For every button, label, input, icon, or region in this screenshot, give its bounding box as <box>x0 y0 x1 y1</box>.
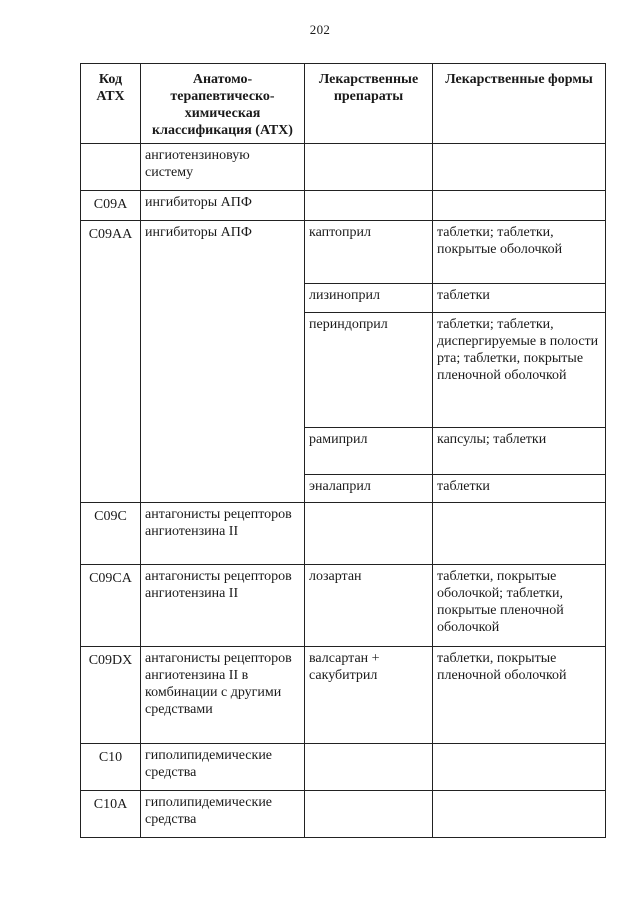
header-atc-code: Код АТХ <box>81 64 141 144</box>
forms-cell: таблетки; таблетки, диспергируемые в полости рта; таблетки, покрытые пленочной оболочкой <box>433 313 606 428</box>
atc-code-cell: C09CA <box>81 565 141 647</box>
classification-cell: антагонисты рецепторов ангиотензина II в комбинации с другими средствами <box>141 647 305 744</box>
drug-cell: периндоприл <box>305 313 433 428</box>
drug-cell: эналаприл <box>305 475 433 503</box>
forms-cell: капсулы; таблетки <box>433 428 606 475</box>
drug-cell <box>305 503 433 565</box>
classification-cell: ингибиторы АПФ <box>141 191 305 221</box>
drug-cell <box>305 791 433 838</box>
drug-cell: лозартан <box>305 565 433 647</box>
forms-cell: таблетки; таблетки, покрытые оболочкой <box>433 221 606 284</box>
drug-cell <box>305 744 433 791</box>
classification-cell: ангиотензиновую систему <box>141 144 305 191</box>
atc-code-cell: C10A <box>81 791 141 838</box>
classification-cell: антагонисты рецепторов ангиотензина II <box>141 565 305 647</box>
atc-table <box>80 63 606 838</box>
forms-cell <box>433 191 606 221</box>
table-header-row <box>81 64 606 144</box>
page-number: 202 <box>309 22 331 37</box>
forms-cell: таблетки, покрытые пленочной оболочкой <box>433 647 606 744</box>
atc-code-cell: C09C <box>81 503 141 565</box>
classification-cell: гиполипидемические средства <box>141 744 305 791</box>
forms-cell <box>433 744 606 791</box>
header-forms: Лекарственные формы <box>433 64 606 144</box>
table-row <box>81 744 606 791</box>
forms-cell <box>433 791 606 838</box>
forms-cell: таблетки, покрытые оболочкой; таблетки, покрытые пленочной оболочкой <box>433 565 606 647</box>
forms-cell: таблетки <box>433 475 606 503</box>
atc-code-cell <box>81 144 141 191</box>
classification-cell: ингибиторы АПФ <box>141 221 305 503</box>
drug-cell: валсартан + сакубитрил <box>305 647 433 744</box>
atc-code-cell: C10 <box>81 744 141 791</box>
atc-code-cell: C09DX <box>81 647 141 744</box>
header-drugs: Лекарственные препараты <box>305 64 433 144</box>
drug-cell <box>305 191 433 221</box>
table-row <box>81 191 606 221</box>
table-row <box>81 503 606 565</box>
atc-code-cell: C09AA <box>81 221 141 503</box>
drug-cell: каптоприл <box>305 221 433 284</box>
header-classification: Анатомо-терапевтическо-химическая классификация (АТХ) <box>141 64 305 144</box>
atc-code-cell: C09A <box>81 191 141 221</box>
forms-cell <box>433 503 606 565</box>
table-row <box>81 791 606 838</box>
table-row <box>81 647 606 744</box>
table-row <box>81 144 606 191</box>
classification-cell: гиполипидемические средства <box>141 791 305 838</box>
forms-cell <box>433 144 606 191</box>
table-row <box>81 221 606 284</box>
drug-cell: рамиприл <box>305 428 433 475</box>
classification-cell: антагонисты рецепторов ангиотензина II <box>141 503 305 565</box>
drug-cell: лизиноприл <box>305 284 433 313</box>
table-row <box>81 565 606 647</box>
forms-cell: таблетки <box>433 284 606 313</box>
drug-cell <box>305 144 433 191</box>
